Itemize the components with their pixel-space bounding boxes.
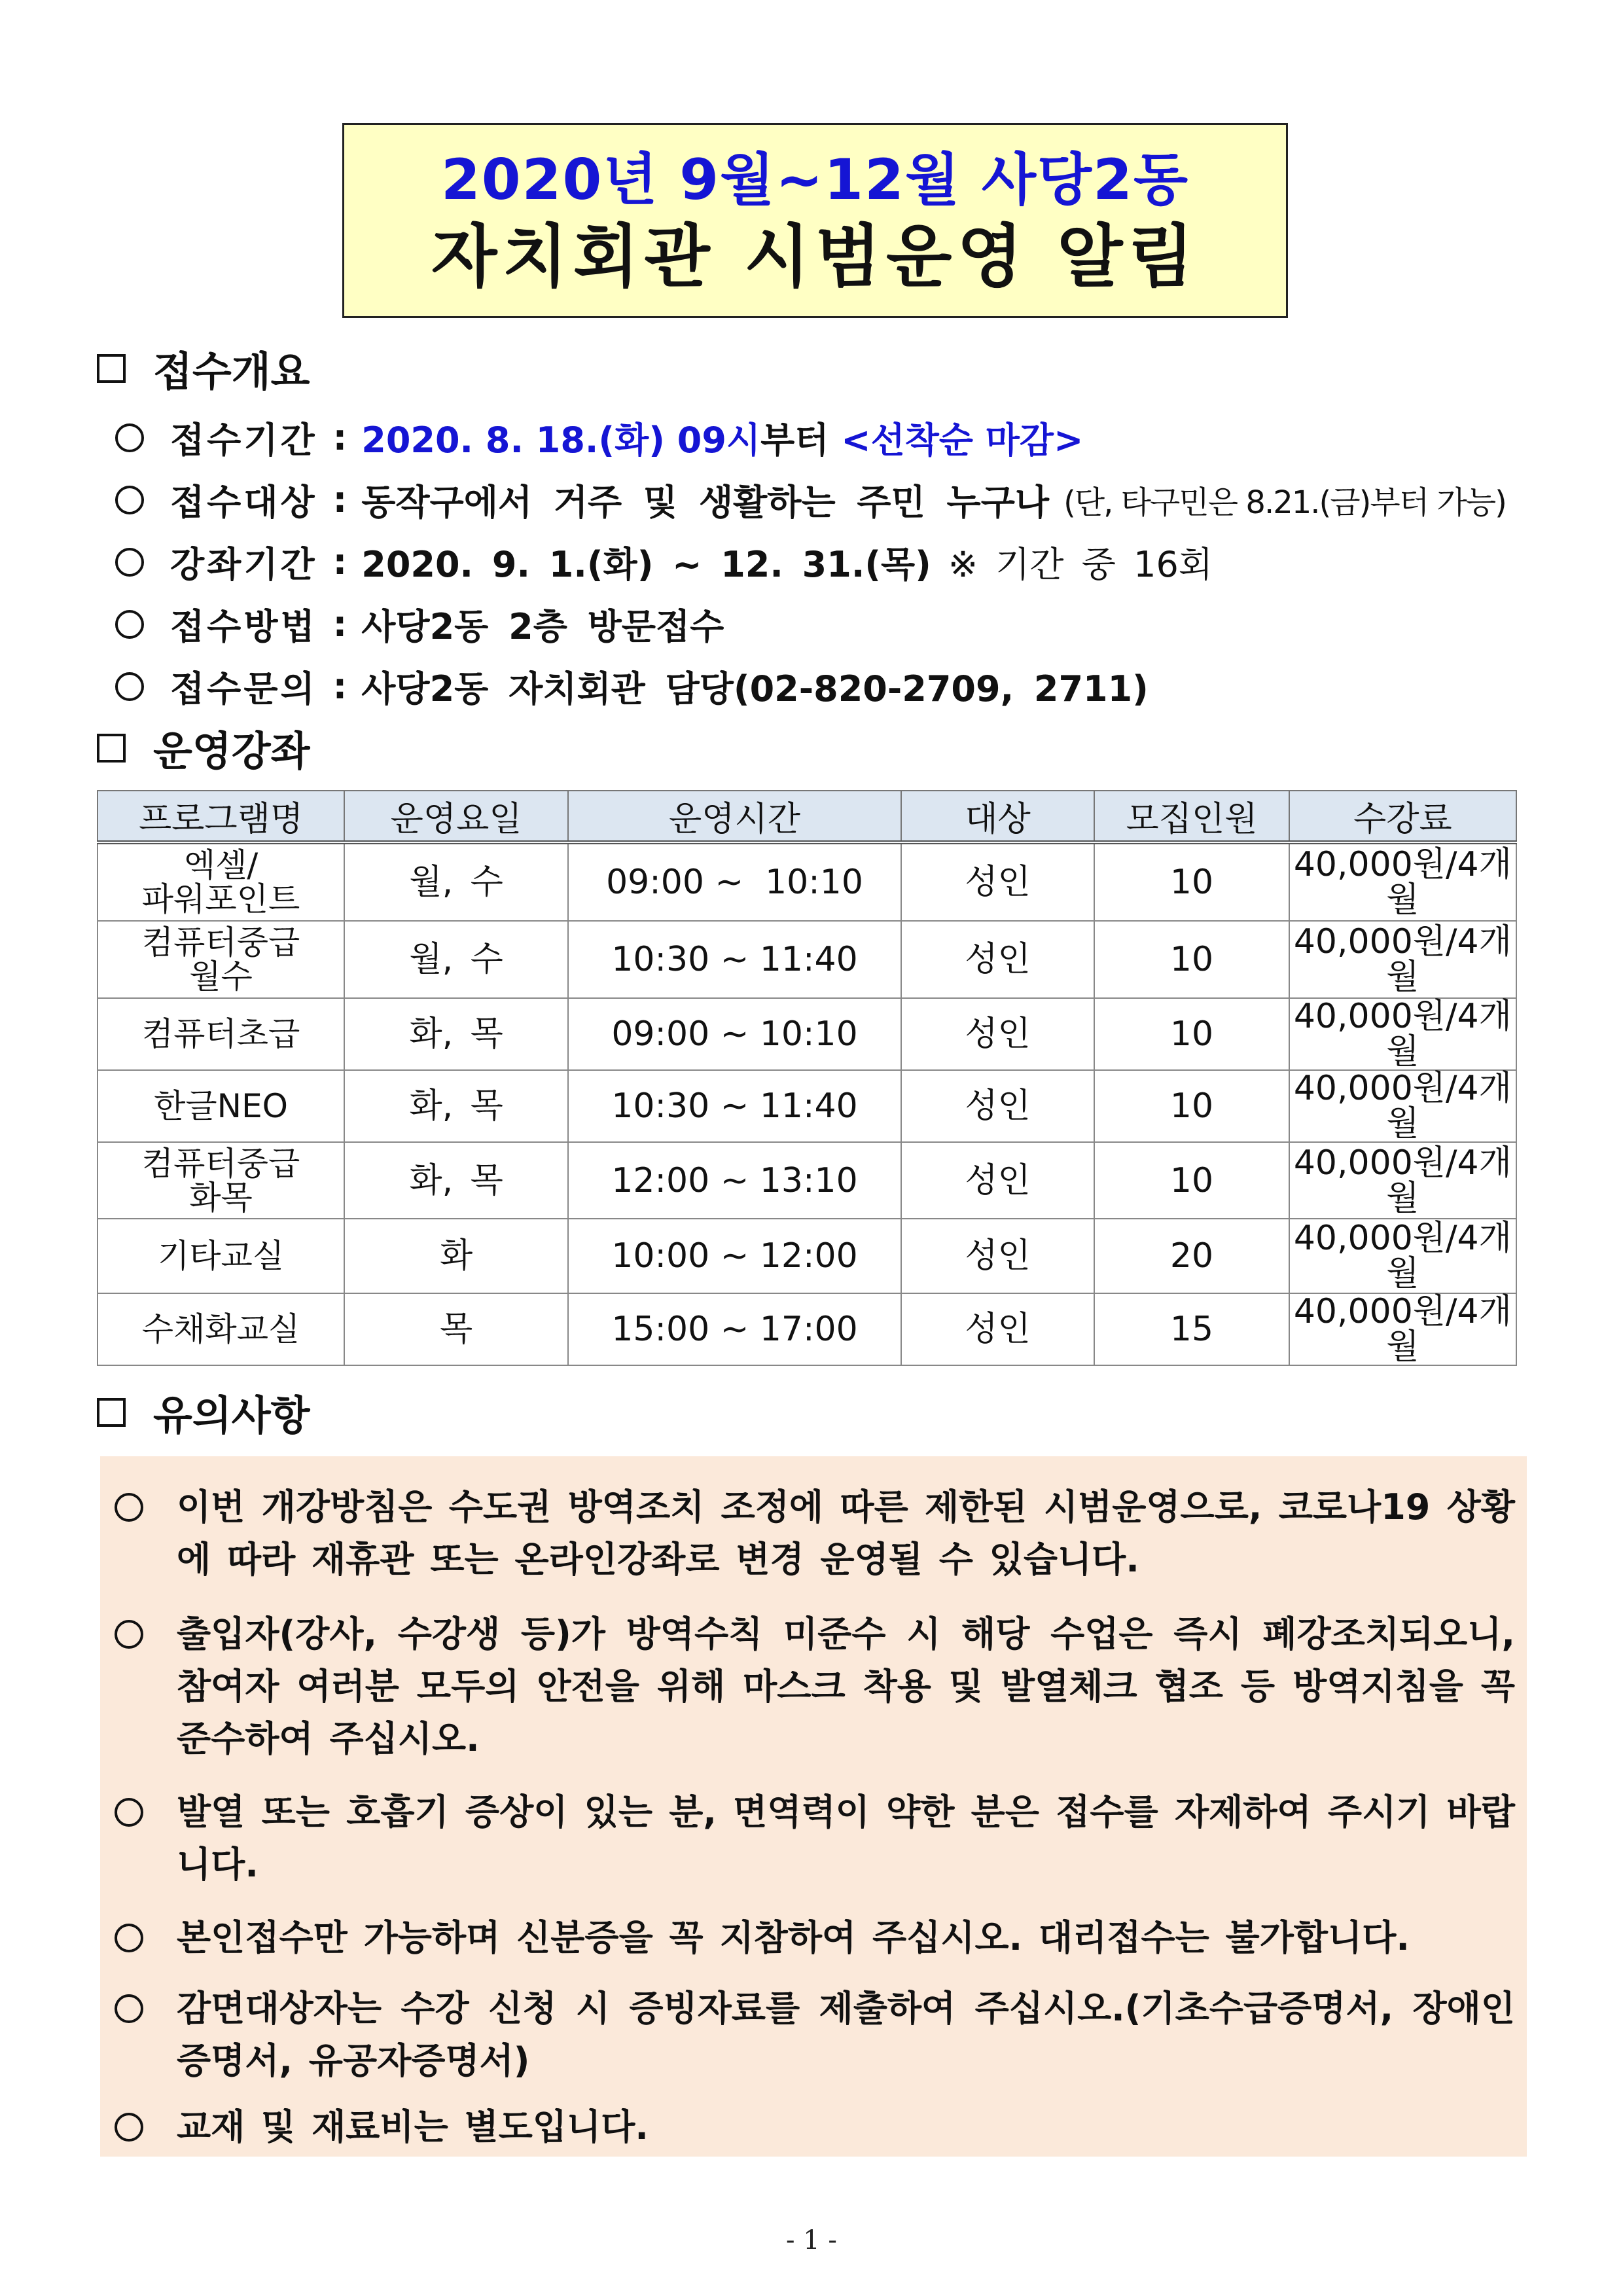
circle-bullet-icon <box>115 486 144 514</box>
overview-value: 2020. 9. 1.(화) ~ 12. 31.(목) <box>361 544 931 585</box>
table-row <box>98 998 1516 1070</box>
section-heading-cautions <box>97 1383 310 1441</box>
overview-row-target <box>115 475 1506 525</box>
table-row <box>98 1293 1516 1365</box>
program-name-line: 컴퓨터중급 <box>141 1144 300 1183</box>
overview-row-inquiry <box>115 661 1149 711</box>
colon: : <box>332 666 348 707</box>
square-bullet-icon <box>97 354 126 383</box>
circle-bullet-icon <box>115 2113 143 2142</box>
target-cell: 성인 <box>901 1293 1094 1365</box>
square-bullet-icon <box>97 1398 126 1427</box>
caution-item <box>115 1982 1515 2087</box>
course-table <box>97 790 1517 1366</box>
caution-text: 발열 또는 호흡기 증상이 있는 분, 면역력이 약한 분은 접수를 자제하여 주시기 바랍니다. <box>177 1791 1515 1885</box>
count-cell: 10 <box>1094 998 1289 1070</box>
circle-bullet-icon <box>115 610 144 639</box>
overview-note: ※ 기간 중 16회 <box>948 544 1213 585</box>
title-line-2: 자치회관 시범운영 알림 <box>431 217 1200 296</box>
target-cell: 성인 <box>901 921 1094 998</box>
section-title: 운영강좌 <box>153 727 310 775</box>
overview-value-plain: 부터 <box>760 420 842 461</box>
overview-note: (단, 타구민은 8.21.(금)부터 가능) <box>1063 484 1506 521</box>
count-cell: 15 <box>1094 1293 1289 1365</box>
table-row <box>98 842 1516 921</box>
fee-cell: 40,000원/4개월 <box>1289 1142 1516 1219</box>
count-cell: 10 <box>1094 921 1289 998</box>
fee-cell: 40,000원/4개월 <box>1289 998 1516 1070</box>
circle-bullet-icon <box>115 1798 143 1827</box>
caution-text: 감면대상자는 수강 신청 시 증빙자료를 제출하여 주십시오.(기초수급증명서, 장애인증명서, 유공자증명서) <box>177 1988 1515 2081</box>
circle-bullet-icon <box>115 423 144 452</box>
fee-cell: 40,000원/4개월 <box>1289 1219 1516 1293</box>
days-cell: 화, 목 <box>344 1070 568 1142</box>
section-title: 접수개요 <box>153 348 310 395</box>
square-bullet-icon <box>97 734 126 762</box>
time-cell: 10:30 ~ 11:40 <box>568 921 901 998</box>
caution-item <box>115 1481 1515 1586</box>
fee-cell: 40,000원/4개월 <box>1289 1293 1516 1365</box>
overview-label: 접수기간 <box>170 420 317 461</box>
circle-bullet-icon <box>115 1620 143 1649</box>
count-cell: 10 <box>1094 842 1289 921</box>
table-header: 운영시간 <box>568 791 901 842</box>
time-cell: 15:00 ~ 17:00 <box>568 1293 901 1365</box>
circle-bullet-icon <box>115 1493 143 1522</box>
days-cell: 목 <box>344 1293 568 1365</box>
section-heading-courses <box>97 719 310 777</box>
program-name-line: 월수 <box>189 958 253 996</box>
program-name-line: 엑셀/ <box>183 846 259 884</box>
table-header: 대상 <box>901 791 1094 842</box>
caution-text: 본인접수만 가능하며 신분증을 꼭 지참하여 주십시오. 대리접수는 불가합니다. <box>177 1917 1410 1958</box>
overview-label: 접수문의 <box>170 668 317 709</box>
days-cell: 화, 목 <box>344 1142 568 1219</box>
table-row <box>98 921 1516 998</box>
caution-text: 이번 개강방침은 수도권 방역조치 조정에 따른 제한된 시범운영으로, 코로나19 상황에 따라 재휴관 또는 온라인강좌로 변경 운영될 수 있습니다. <box>177 1486 1515 1580</box>
section-title: 유의사항 <box>153 1391 310 1439</box>
colon: : <box>332 479 348 520</box>
count-cell: 10 <box>1094 1070 1289 1142</box>
days-cell: 월, 수 <box>344 921 568 998</box>
page-number: - 1 - <box>786 2225 837 2255</box>
overview-value: 동작구에서 거주 및 생활하는 주민 누구나 <box>361 482 1050 523</box>
section-heading-overview <box>97 339 310 397</box>
table-row <box>98 1219 1516 1293</box>
caution-item <box>115 2101 1515 2153</box>
circle-bullet-icon <box>115 672 144 701</box>
time-cell: 09:00 ~ 10:10 <box>568 842 901 921</box>
days-cell: 화 <box>344 1219 568 1293</box>
caution-text: 교재 및 재료비는 별도입니다. <box>177 2106 649 2147</box>
table-header: 모집인원 <box>1094 791 1289 842</box>
time-cell: 10:00 ~ 12:00 <box>568 1219 901 1293</box>
program-name-cell: 수채화교실 <box>98 1293 344 1365</box>
time-cell: 09:00 ~ 10:10 <box>568 998 901 1070</box>
circle-bullet-icon <box>115 1924 143 1952</box>
overview-value-blue: 2020. 8. 18.(화) 09시 <box>361 420 761 461</box>
target-cell: 성인 <box>901 1070 1094 1142</box>
fee-cell: 40,000원/4개월 <box>1289 842 1516 921</box>
table-row <box>98 1070 1516 1142</box>
program-name-cell: 기타교실 <box>98 1219 344 1293</box>
cautions-box <box>100 1456 1527 2157</box>
title-box <box>342 123 1288 318</box>
overview-label: 접수방법 <box>170 606 317 647</box>
time-cell: 12:00 ~ 13:10 <box>568 1142 901 1219</box>
caution-item <box>115 1608 1515 1765</box>
table-header: 프로그램명 <box>98 791 344 842</box>
count-cell: 10 <box>1094 1142 1289 1219</box>
table-header: 수강료 <box>1289 791 1516 842</box>
target-cell: 성인 <box>901 842 1094 921</box>
program-name-cell <box>98 842 344 921</box>
table-header: 운영요일 <box>344 791 568 842</box>
time-cell: 10:30 ~ 11:40 <box>568 1070 901 1142</box>
fee-cell: 40,000원/4개월 <box>1289 921 1516 998</box>
caution-item <box>115 1786 1515 1891</box>
colon: : <box>332 603 348 645</box>
program-name-cell <box>98 921 344 998</box>
program-name-cell: 한글NEO <box>98 1070 344 1142</box>
program-name-cell <box>98 1142 344 1219</box>
title-line-1: 2020년 9월~12월 사당2동 <box>440 147 1190 213</box>
overview-row-method <box>115 599 724 649</box>
fee-cell: 40,000원/4개월 <box>1289 1070 1516 1142</box>
program-name-line: 파워포인트 <box>141 880 300 918</box>
overview-label: 강좌기간 <box>170 544 317 585</box>
count-cell: 20 <box>1094 1219 1289 1293</box>
overview-row-period <box>115 412 1083 463</box>
caution-text: 출입자(강사, 수강생 등)가 방역수칙 미준수 시 해당 수업은 즉시 폐강조치되오니, 참여자 여러분 모두의 안전을 위해 마스크 착용 및 발열체크 협조 등 방역지침을 꼭 준수하여 주십시오. <box>177 1613 1515 1759</box>
days-cell: 월, 수 <box>344 842 568 921</box>
target-cell: 성인 <box>901 1219 1094 1293</box>
table-row <box>98 1142 1516 1219</box>
target-cell: 성인 <box>901 998 1094 1070</box>
overview-value-blue-2: <선착순 마감> <box>841 420 1084 461</box>
colon: : <box>332 541 348 583</box>
overview-row-course-period <box>115 537 1213 587</box>
overview-value: 사당2동 자치회관 담당(02-820-2709, 2711) <box>361 668 1149 709</box>
caution-item <box>115 1912 1515 1964</box>
program-name-line: 화목 <box>189 1178 253 1217</box>
days-cell: 화, 목 <box>344 998 568 1070</box>
overview-label: 접수대상 <box>170 482 317 523</box>
circle-bullet-icon <box>115 1994 143 2023</box>
program-name-cell: 컴퓨터초급 <box>98 998 344 1070</box>
colon: : <box>332 417 348 458</box>
table-header-row <box>98 791 1516 842</box>
target-cell: 성인 <box>901 1142 1094 1219</box>
program-name-line: 컴퓨터중급 <box>141 924 300 961</box>
overview-value: 사당2동 2층 방문접수 <box>361 606 724 647</box>
circle-bullet-icon <box>115 548 144 577</box>
